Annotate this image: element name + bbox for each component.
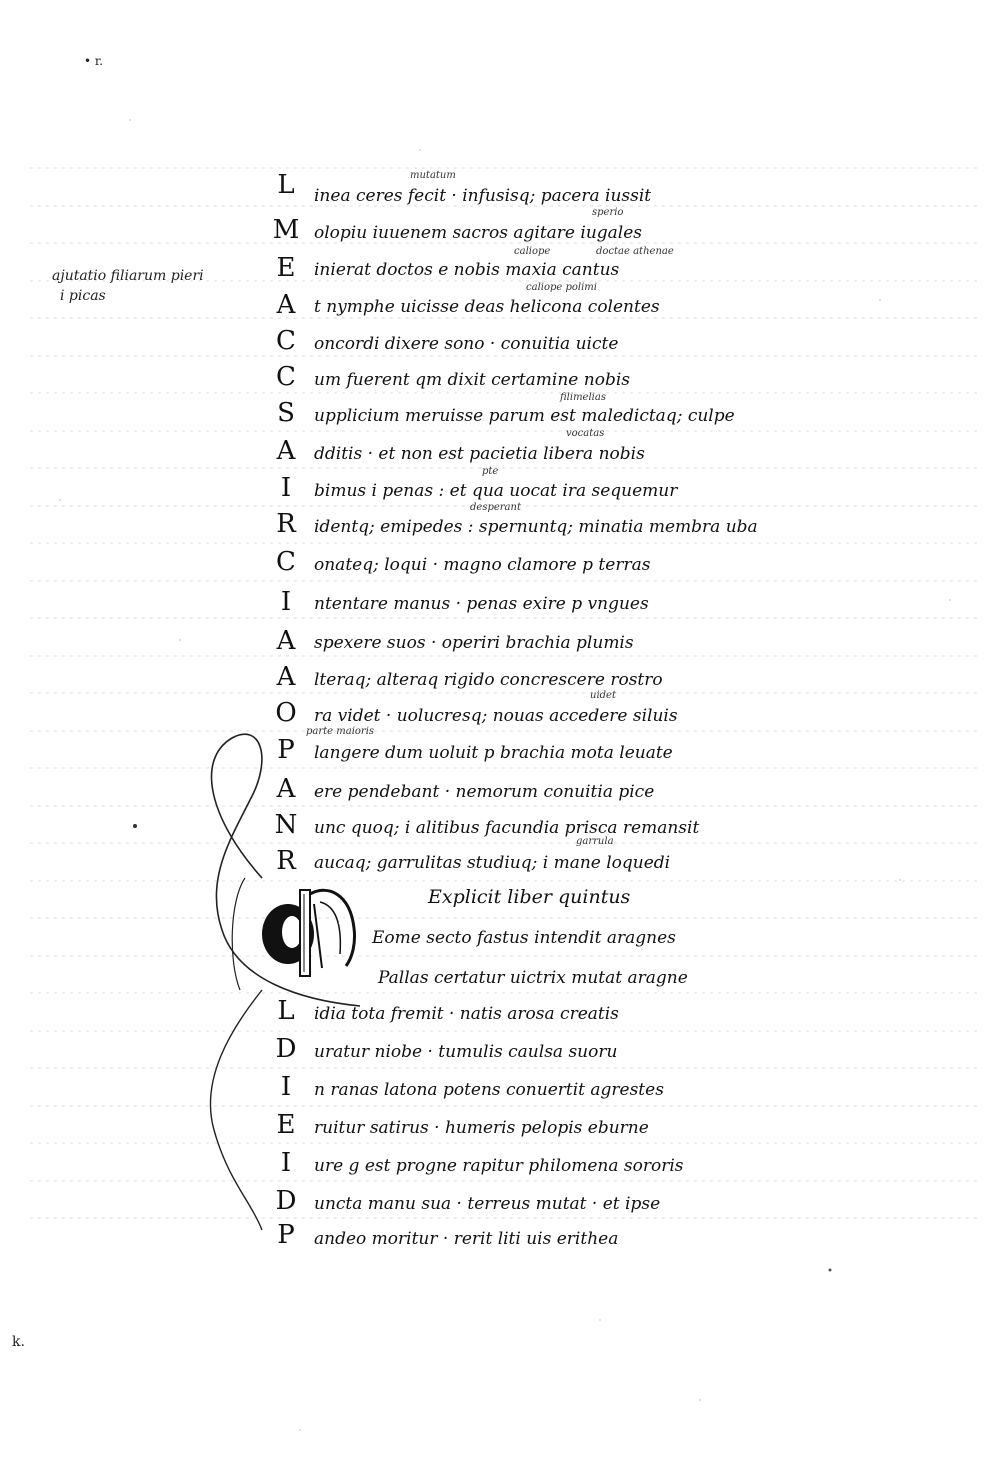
interlinear-gloss: sperio bbox=[592, 207, 624, 218]
summary-initial: D bbox=[275, 1186, 297, 1216]
summary-line: uratur niobe · tumulis caulsa suoru bbox=[314, 1042, 618, 1062]
summary-line: Pallas certatur uictrix mutat aragne bbox=[378, 968, 688, 988]
verse-initial: N bbox=[274, 810, 298, 840]
verse-initial: A bbox=[276, 662, 296, 692]
verse-initial: A bbox=[276, 436, 296, 466]
verse-line: oncordi dixere sono · conuitia uicte bbox=[314, 334, 619, 354]
verse-line: dditis · et non est pacietia libera nobis bbox=[314, 444, 645, 464]
verse-initial: O bbox=[275, 698, 297, 728]
verse-line: langere dum uoluit p brachia mota leuate bbox=[314, 743, 673, 763]
verse-line: bimus i penas : et qua uocat ira sequemur bbox=[314, 481, 678, 501]
verse-line: ra videt · uolucresq; nouas accedere siluis bbox=[314, 706, 678, 726]
interlinear-gloss: parte maioris bbox=[306, 726, 375, 737]
summary-line: n ranas latona potens conuertit agrestes bbox=[314, 1080, 664, 1100]
verse-line: inea ceres fecit · infusisq; pacera iussit bbox=[314, 186, 652, 206]
verse-line: inierat doctos e nobis maxia cantus bbox=[314, 260, 620, 280]
summary-line: idia tota fremit · natis arosa creatis bbox=[314, 1004, 619, 1024]
verse-line: lteraq; alteraq rigido concrescere rostro bbox=[314, 670, 663, 690]
summary-line: ruitur satirus · humeris pelopis eburne bbox=[314, 1118, 649, 1138]
verse-line: t nymphe uicisse deas helicona colentes bbox=[314, 297, 660, 317]
verse-initial: S bbox=[277, 398, 295, 428]
interlinear-gloss: mutatum bbox=[410, 170, 456, 181]
summary-initial: I bbox=[280, 1148, 292, 1178]
interlinear-gloss: doctae athenae bbox=[596, 246, 674, 257]
decorated-initial-letter: N bbox=[338, 913, 349, 927]
interlinear-gloss: vocatas bbox=[566, 428, 605, 439]
verse-initial: A bbox=[276, 290, 296, 320]
summary-initial: D bbox=[275, 1034, 297, 1064]
marginal-note-line: ajutatio filiarum pieri bbox=[52, 268, 204, 284]
explicit-heading: Explicit liber quintus bbox=[428, 886, 631, 908]
summary-initial: I bbox=[280, 1072, 292, 1102]
verse-initial: C bbox=[276, 362, 296, 392]
verse-line: onateq; loqui · magno clamore p terras bbox=[314, 555, 651, 575]
verse-initial: P bbox=[277, 735, 295, 765]
interlinear-gloss: filimelias bbox=[560, 392, 606, 403]
verse-initial: E bbox=[276, 253, 296, 283]
verse-line: upplicium meruisse parum est maledictaq; culpe bbox=[314, 406, 735, 426]
summary-line: Eome secto fastus intendit aragnes bbox=[372, 928, 676, 948]
decorated-initial bbox=[258, 884, 362, 980]
corner-mark-top: • r. bbox=[84, 54, 104, 68]
interlinear-gloss: uidet bbox=[590, 690, 616, 701]
verse-line: olopiu iuuenem sacros agitare iugales bbox=[314, 223, 643, 243]
verse-initial: I bbox=[280, 473, 292, 503]
corner-mark-bottom: k. bbox=[12, 1334, 25, 1350]
summary-initial: L bbox=[277, 996, 295, 1026]
interlinear-gloss: desperant bbox=[470, 502, 521, 513]
verse-initial: A bbox=[276, 774, 296, 804]
verse-initial: M bbox=[272, 215, 300, 245]
summary-line: uncta manu sua · terreus mutat · et ipse bbox=[314, 1194, 661, 1214]
verse-initial: I bbox=[280, 587, 292, 617]
summary-initial: P bbox=[277, 1220, 295, 1250]
verse-line: unc quoq; i alitibus facundia prisca remansit bbox=[314, 818, 700, 838]
marginal-note-line: i picas bbox=[60, 288, 106, 304]
verse-line: aucaq; garrulitas studiuq; i mane loquedi bbox=[314, 853, 671, 873]
verse-line: ntentare manus · penas exire p vngues bbox=[314, 594, 649, 614]
verse-line: ere pendebant · nemorum conuitia pice bbox=[314, 782, 655, 802]
verse-line: identq; emipedes : spernuntq; minatia membra uba bbox=[314, 517, 758, 537]
interlinear-gloss: caliope bbox=[514, 246, 551, 257]
verse-initial: R bbox=[276, 509, 296, 539]
verse-line: spexere suos · operiri brachia plumis bbox=[314, 633, 634, 653]
interlinear-gloss: caliope polimi bbox=[526, 282, 597, 293]
verse-line: um fuerent qm dixit certamine nobis bbox=[314, 370, 631, 390]
summary-line: andeo moritur · rerit liti uis erithea bbox=[314, 1229, 619, 1249]
verse-initial: L bbox=[277, 170, 295, 200]
verse-initial: R bbox=[276, 846, 296, 876]
summary-initial: E bbox=[276, 1110, 296, 1140]
verse-initial: C bbox=[276, 547, 296, 577]
verse-initial: C bbox=[276, 326, 296, 356]
interlinear-gloss: garrula bbox=[576, 836, 614, 847]
verse-initial: A bbox=[276, 626, 296, 656]
summary-line: ure g est progne rapitur philomena sororis bbox=[314, 1156, 684, 1176]
interlinear-gloss: pte bbox=[482, 466, 499, 477]
marginal-note bbox=[52, 266, 242, 306]
